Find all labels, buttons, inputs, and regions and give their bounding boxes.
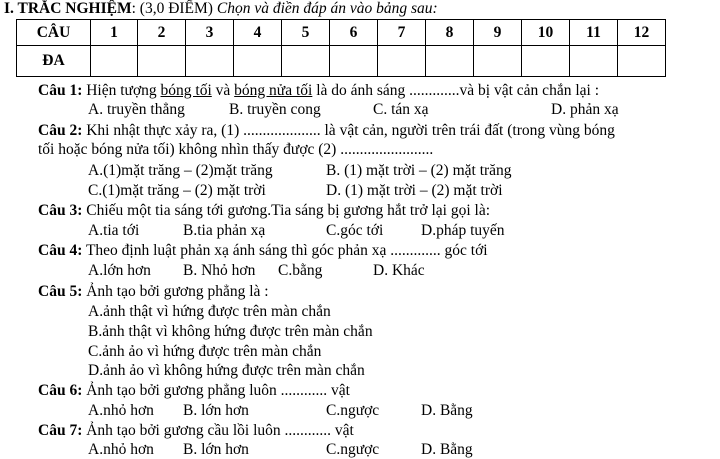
question-6: Câu 6: Ảnh tạo bởi gương phẳng luôn ............ vật xyxy=(38,382,350,399)
option-c[interactable]: C.góc tới xyxy=(326,222,384,239)
question-label: Câu 5: xyxy=(38,283,83,300)
question-number-cell: 10 xyxy=(522,20,570,46)
answer-cell[interactable] xyxy=(426,46,474,77)
question-label: Câu 7: xyxy=(38,422,83,439)
answer-table-header-row xyxy=(17,20,666,46)
title-instruction: Chọn và điền đáp án vào bảng sau: xyxy=(216,0,438,17)
title-bold: I. TRẮC NGHIỆM xyxy=(4,0,132,17)
answer-cell[interactable] xyxy=(234,46,282,77)
da-header-cell: ĐA xyxy=(17,46,91,77)
question-2: Câu 2: Khi nhật thực xảy ra, (1) .................... là vật cản, người trên trái đất (trong vùng bóng xyxy=(38,122,615,139)
answer-cell[interactable] xyxy=(618,46,666,77)
answer-cell[interactable] xyxy=(282,46,330,77)
option-b[interactable]: B. (1) mặt trời – (2) mặt trăng xyxy=(326,162,512,179)
answer-cell[interactable] xyxy=(474,46,522,77)
option-b[interactable]: B.ảnh thật vì không hứng được trên màn chắn xyxy=(88,323,373,340)
question-number-cell: 8 xyxy=(426,20,474,46)
question-label: Câu 4: xyxy=(38,242,83,259)
option-b[interactable]: B. truyền cong xyxy=(229,101,321,118)
option-c[interactable]: C.(1)mặt trăng – (2) mặt trời xyxy=(88,182,266,199)
question-number-cell: 4 xyxy=(234,20,282,46)
question-number-cell: 3 xyxy=(186,20,234,46)
option-c[interactable]: C. tán xạ xyxy=(373,101,429,118)
option-a[interactable]: A.lớn hơn xyxy=(88,262,151,279)
option-d[interactable]: D. phản xạ xyxy=(551,101,619,118)
answer-cell[interactable] xyxy=(522,46,570,77)
question-number-cell: 9 xyxy=(474,20,522,46)
option-c[interactable]: C.ngược xyxy=(326,441,380,458)
question-number-cell: 11 xyxy=(570,20,618,46)
question-label: Câu 6: xyxy=(38,382,83,399)
option-c[interactable]: C.ảnh ảo vì hứng được trên màn chắn xyxy=(88,343,322,360)
question-label: Câu 3: xyxy=(38,202,83,219)
answer-cell[interactable] xyxy=(138,46,186,77)
option-a[interactable]: A.nhỏ hơn xyxy=(88,402,154,419)
option-a[interactable]: A.tia tới xyxy=(88,222,140,239)
option-c[interactable]: C.ngược xyxy=(326,402,380,419)
question-1: Câu 1: Hiện tượng bóng tối và bóng nửa tối là do ánh sáng .............và bị vật cản chắn lại : xyxy=(38,82,599,99)
question-4: Câu 4: Theo định luật phản xạ ánh sáng thì góc phản xạ ............. góc tới xyxy=(38,242,488,259)
option-b[interactable]: B.tia phản xạ xyxy=(183,222,266,239)
option-d[interactable]: D. Bằng xyxy=(421,402,473,419)
question-7: Câu 7: Ảnh tạo bởi gương cầu lồi luôn ............ vật xyxy=(38,422,354,439)
question-number-cell: 2 xyxy=(138,20,186,46)
question-3: Câu 3: Chiếu một tia sáng tới gương.Tia sáng bị gương hắt trở lại gọi là: xyxy=(38,202,490,219)
question-2-continuation: tối hoặc bóng nửa tối) không nhìn thấy được (2) ........................ xyxy=(38,141,434,158)
option-d[interactable]: D. Khác xyxy=(373,262,425,279)
option-b[interactable]: B. lớn hơn xyxy=(183,441,249,458)
underlined-term: bóng tối xyxy=(160,82,212,99)
option-d[interactable]: D. Bằng xyxy=(421,441,473,458)
answer-cell[interactable] xyxy=(186,46,234,77)
question-label: Câu 1: xyxy=(38,82,83,99)
section-title xyxy=(4,0,438,17)
option-d[interactable]: D. (1) mặt trời – (2) mặt trời xyxy=(326,182,503,199)
underlined-term: bóng nửa tối xyxy=(234,82,313,99)
answer-table-answer-row xyxy=(17,46,666,77)
question-number-cell: 6 xyxy=(330,20,378,46)
question-label: Câu 2: xyxy=(38,122,83,139)
option-a[interactable]: A. truyền thẳng xyxy=(88,101,185,118)
answer-cell[interactable] xyxy=(91,46,138,77)
option-a[interactable]: A.nhỏ hơn xyxy=(88,441,154,458)
question-number-cell: 1 xyxy=(91,20,138,46)
answer-cell[interactable] xyxy=(330,46,378,77)
option-b[interactable]: B. lớn hơn xyxy=(183,402,249,419)
option-c[interactable]: C.bằng xyxy=(278,262,323,279)
question-number-cell: 5 xyxy=(282,20,330,46)
answer-cell[interactable] xyxy=(570,46,618,77)
cau-header-cell: CÂU xyxy=(17,20,91,46)
option-d[interactable]: D.pháp tuyến xyxy=(421,222,505,239)
option-d[interactable]: D.ảnh ảo vì không hứng được trên màn chắn xyxy=(88,362,365,379)
question-5: Câu 5: Ảnh tạo bởi gương phẳng là : xyxy=(38,283,269,300)
answer-cell[interactable] xyxy=(378,46,426,77)
question-number-cell: 12 xyxy=(618,20,666,46)
title-points: : (3,0 ĐIỂM) xyxy=(131,0,217,17)
option-a[interactable]: A.(1)mặt trăng – (2)mặt trăng xyxy=(88,162,273,179)
question-number-cell: 7 xyxy=(378,20,426,46)
option-a[interactable]: A.ảnh thật vì hứng được trên màn chắn xyxy=(88,303,331,320)
option-b[interactable]: B. Nhỏ hơn xyxy=(183,262,256,279)
answer-table xyxy=(16,19,666,77)
